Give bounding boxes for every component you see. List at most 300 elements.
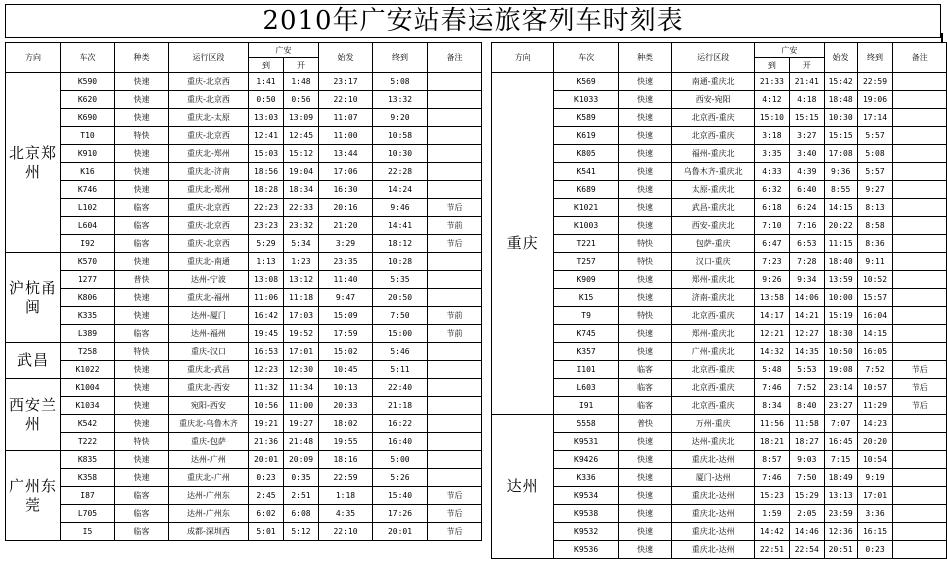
depart-cell: 6:40 bbox=[789, 181, 824, 199]
arrive-cell: 10:56 bbox=[249, 397, 284, 415]
arrive-cell: 8:34 bbox=[754, 397, 789, 415]
train-cell: T257 bbox=[554, 253, 618, 271]
terminal-arr-cell: 5:11 bbox=[373, 361, 428, 379]
depart-cell: 3:27 bbox=[789, 127, 824, 145]
arrive-cell: 6:47 bbox=[754, 235, 789, 253]
type-cell: 快速 bbox=[115, 307, 169, 325]
note-cell bbox=[428, 343, 482, 361]
note-cell: 节后 bbox=[428, 199, 482, 217]
terminal-arr-cell: 3:36 bbox=[857, 505, 893, 523]
train-cell: 1277 bbox=[61, 271, 115, 289]
note-cell bbox=[893, 469, 947, 487]
note-cell bbox=[893, 289, 947, 307]
arrive-cell: 2:45 bbox=[249, 487, 284, 505]
table-row bbox=[6, 217, 482, 235]
table-row bbox=[492, 307, 947, 325]
train-cell: 5558 bbox=[554, 415, 618, 433]
origin-dep-cell: 18:49 bbox=[824, 469, 857, 487]
header-depart: 开 bbox=[284, 58, 319, 73]
arrive-cell: 14:42 bbox=[754, 523, 789, 541]
note-cell bbox=[893, 343, 947, 361]
arrive-cell: 7:46 bbox=[754, 469, 789, 487]
depart-cell: 12:30 bbox=[284, 361, 319, 379]
note-cell bbox=[428, 109, 482, 127]
route-cell: 达州-广州 bbox=[169, 451, 249, 469]
terminal-arr-cell: 16:04 bbox=[857, 307, 893, 325]
route-cell: 成都-深圳西 bbox=[169, 523, 249, 541]
train-cell: K1003 bbox=[554, 217, 618, 235]
arrive-cell: 6:02 bbox=[249, 505, 284, 523]
train-cell: K835 bbox=[61, 451, 115, 469]
terminal-arr-cell: 5:57 bbox=[857, 127, 893, 145]
depart-cell: 11:58 bbox=[789, 415, 824, 433]
depart-cell: 6:08 bbox=[284, 505, 319, 523]
table-row bbox=[492, 271, 947, 289]
origin-dep-cell: 11:07 bbox=[319, 109, 373, 127]
arrive-cell: 1:13 bbox=[249, 253, 284, 271]
depart-cell: 6:53 bbox=[789, 235, 824, 253]
table-row bbox=[6, 253, 482, 271]
type-cell: 快速 bbox=[618, 343, 671, 361]
note-cell: 节后 bbox=[428, 505, 482, 523]
type-cell: 临客 bbox=[115, 325, 169, 343]
note-cell bbox=[428, 451, 482, 469]
origin-dep-cell: 8:55 bbox=[824, 181, 857, 199]
header-station: 广安 bbox=[754, 43, 824, 58]
type-cell: 快速 bbox=[115, 91, 169, 109]
type-cell: 临客 bbox=[618, 397, 671, 415]
route-cell: 重庆北-广州 bbox=[169, 469, 249, 487]
type-cell: 快速 bbox=[618, 109, 671, 127]
type-cell: 临客 bbox=[115, 505, 169, 523]
origin-dep-cell: 10:30 bbox=[824, 109, 857, 127]
train-cell: K1022 bbox=[61, 361, 115, 379]
terminal-arr-cell: 11:29 bbox=[857, 397, 893, 415]
train-cell: L102 bbox=[61, 199, 115, 217]
arrive-cell: 22:23 bbox=[249, 199, 284, 217]
origin-dep-cell: 23:14 bbox=[824, 379, 857, 397]
terminal-arr-cell: 18:12 bbox=[373, 235, 428, 253]
timetable-left bbox=[5, 42, 482, 541]
depart-cell: 18:27 bbox=[789, 433, 824, 451]
origin-dep-cell: 19:55 bbox=[319, 433, 373, 451]
note-cell bbox=[428, 469, 482, 487]
terminal-arr-cell: 7:50 bbox=[373, 307, 428, 325]
arrive-cell: 22:51 bbox=[754, 541, 789, 559]
route-cell: 重庆北-南通 bbox=[169, 253, 249, 271]
arrive-cell: 5:01 bbox=[249, 523, 284, 541]
terminal-arr-cell: 17:01 bbox=[857, 487, 893, 505]
origin-dep-cell: 13:44 bbox=[319, 145, 373, 163]
type-cell: 快速 bbox=[618, 487, 671, 505]
table-row bbox=[6, 433, 482, 451]
terminal-arr-cell: 5:08 bbox=[373, 73, 428, 91]
origin-dep-cell: 23:35 bbox=[319, 253, 373, 271]
arrive-cell: 12:23 bbox=[249, 361, 284, 379]
timetable-left-body bbox=[6, 73, 482, 541]
depart-cell: 7:28 bbox=[789, 253, 824, 271]
arrive-cell: 12:41 bbox=[249, 127, 284, 145]
train-cell: I101 bbox=[554, 361, 618, 379]
depart-cell: 14:35 bbox=[789, 343, 824, 361]
arrive-cell: 6:18 bbox=[754, 199, 789, 217]
table-row bbox=[6, 343, 482, 361]
depart-cell: 12:27 bbox=[789, 325, 824, 343]
train-cell: K806 bbox=[61, 289, 115, 307]
terminal-arr-cell: 5:00 bbox=[373, 451, 428, 469]
depart-cell: 0:56 bbox=[284, 91, 319, 109]
note-cell bbox=[893, 307, 947, 325]
depart-cell: 23:32 bbox=[284, 217, 319, 235]
table-row bbox=[492, 199, 947, 217]
depart-cell: 15:12 bbox=[284, 145, 319, 163]
terminal-arr-cell: 10:58 bbox=[373, 127, 428, 145]
origin-dep-cell: 13:13 bbox=[824, 487, 857, 505]
route-cell: 重庆北-武昌 bbox=[169, 361, 249, 379]
type-cell: 快速 bbox=[618, 505, 671, 523]
table-row bbox=[492, 487, 947, 505]
origin-dep-cell: 20:16 bbox=[319, 199, 373, 217]
table-row bbox=[492, 163, 947, 181]
note-cell bbox=[428, 433, 482, 451]
note-cell bbox=[428, 271, 482, 289]
table-row bbox=[6, 379, 482, 397]
origin-dep-cell: 10:50 bbox=[824, 343, 857, 361]
depart-cell: 11:00 bbox=[284, 397, 319, 415]
table-row bbox=[492, 145, 947, 163]
route-cell: 北京西-重庆 bbox=[672, 109, 755, 127]
route-cell: 南通-重庆北 bbox=[672, 73, 755, 91]
type-cell: 临客 bbox=[115, 487, 169, 505]
route-cell: 乌鲁木齐-重庆北 bbox=[672, 163, 755, 181]
note-cell bbox=[428, 415, 482, 433]
type-cell: 普快 bbox=[115, 271, 169, 289]
depart-cell: 19:27 bbox=[284, 415, 319, 433]
note-cell: 节后 bbox=[893, 379, 947, 397]
table-row bbox=[6, 199, 482, 217]
arrive-cell: 5:29 bbox=[249, 235, 284, 253]
note-cell: 节后 bbox=[893, 397, 947, 415]
table-row bbox=[492, 415, 947, 433]
terminal-arr-cell: 16:22 bbox=[373, 415, 428, 433]
origin-dep-cell: 23:59 bbox=[824, 505, 857, 523]
type-cell: 特快 bbox=[618, 253, 671, 271]
terminal-arr-cell: 20:50 bbox=[373, 289, 428, 307]
origin-dep-cell: 17:06 bbox=[319, 163, 373, 181]
note-cell bbox=[893, 127, 947, 145]
arrive-cell: 7:23 bbox=[754, 253, 789, 271]
train-cell: K9531 bbox=[554, 433, 618, 451]
arrive-cell: 8:57 bbox=[754, 451, 789, 469]
direction-cell: 重庆 bbox=[492, 73, 554, 415]
table-row bbox=[492, 217, 947, 235]
table-row bbox=[6, 181, 482, 199]
table-row bbox=[492, 181, 947, 199]
depart-cell: 11:34 bbox=[284, 379, 319, 397]
type-cell: 快速 bbox=[618, 433, 671, 451]
train-cell: K9426 bbox=[554, 451, 618, 469]
depart-cell: 6:24 bbox=[789, 199, 824, 217]
route-cell: 北京西-重庆 bbox=[672, 361, 755, 379]
depart-cell: 1:23 bbox=[284, 253, 319, 271]
origin-dep-cell: 16:30 bbox=[319, 181, 373, 199]
arrive-cell: 6:32 bbox=[754, 181, 789, 199]
terminal-arr-cell: 16:05 bbox=[857, 343, 893, 361]
type-cell: 临客 bbox=[618, 361, 671, 379]
origin-dep-cell: 10:00 bbox=[824, 289, 857, 307]
table-row bbox=[492, 73, 947, 91]
arrive-cell: 4:12 bbox=[754, 91, 789, 109]
origin-dep-cell: 23:17 bbox=[319, 73, 373, 91]
header-note: 备注 bbox=[893, 43, 947, 73]
arrive-cell: 7:46 bbox=[754, 379, 789, 397]
arrive-cell: 7:10 bbox=[754, 217, 789, 235]
table-row bbox=[492, 361, 947, 379]
train-cell: L604 bbox=[61, 217, 115, 235]
route-cell: 达州-广州东 bbox=[169, 487, 249, 505]
arrive-cell: 15:23 bbox=[754, 487, 789, 505]
type-cell: 快速 bbox=[618, 163, 671, 181]
train-cell: K335 bbox=[61, 307, 115, 325]
train-cell: K805 bbox=[554, 145, 618, 163]
train-cell: K619 bbox=[554, 127, 618, 145]
terminal-arr-cell: 5:26 bbox=[373, 469, 428, 487]
train-cell: K589 bbox=[554, 109, 618, 127]
note-cell bbox=[893, 271, 947, 289]
depart-cell: 9:34 bbox=[789, 271, 824, 289]
arrive-cell: 18:56 bbox=[249, 163, 284, 181]
terminal-arr-cell: 5:57 bbox=[857, 163, 893, 181]
terminal-arr-cell: 10:57 bbox=[857, 379, 893, 397]
note-cell bbox=[428, 127, 482, 145]
direction-cell: 西安兰州 bbox=[6, 379, 61, 451]
table-row bbox=[6, 505, 482, 523]
origin-dep-cell: 22:10 bbox=[319, 523, 373, 541]
terminal-arr-cell: 20:20 bbox=[857, 433, 893, 451]
route-cell: 重庆北-达州 bbox=[672, 451, 755, 469]
train-cell: K1004 bbox=[61, 379, 115, 397]
terminal-arr-cell: 15:57 bbox=[857, 289, 893, 307]
origin-dep-cell: 3:29 bbox=[319, 235, 373, 253]
depart-cell: 3:40 bbox=[789, 145, 824, 163]
route-cell: 武昌-重庆北 bbox=[672, 199, 755, 217]
train-cell: K689 bbox=[554, 181, 618, 199]
depart-cell: 5:12 bbox=[284, 523, 319, 541]
terminal-arr-cell: 14:15 bbox=[857, 325, 893, 343]
terminal-arr-cell: 5:35 bbox=[373, 271, 428, 289]
origin-dep-cell: 4:35 bbox=[319, 505, 373, 523]
origin-dep-cell: 22:59 bbox=[319, 469, 373, 487]
type-cell: 临客 bbox=[115, 235, 169, 253]
arrive-cell: 16:42 bbox=[249, 307, 284, 325]
train-cell: K1021 bbox=[554, 199, 618, 217]
table-row bbox=[492, 91, 947, 109]
table-row bbox=[492, 433, 947, 451]
train-cell: K542 bbox=[61, 415, 115, 433]
terminal-arr-cell: 16:15 bbox=[857, 523, 893, 541]
note-cell: 节后 bbox=[428, 235, 482, 253]
train-cell: I87 bbox=[61, 487, 115, 505]
origin-dep-cell: 18:48 bbox=[824, 91, 857, 109]
depart-cell: 2:05 bbox=[789, 505, 824, 523]
train-cell: K1033 bbox=[554, 91, 618, 109]
origin-dep-cell: 15:02 bbox=[319, 343, 373, 361]
arrive-cell: 11:56 bbox=[754, 415, 789, 433]
origin-dep-cell: 17:08 bbox=[824, 145, 857, 163]
depart-cell: 20:09 bbox=[284, 451, 319, 469]
table-row bbox=[6, 91, 482, 109]
note-cell: 节前 bbox=[428, 217, 482, 235]
type-cell: 快速 bbox=[618, 181, 671, 199]
type-cell: 临客 bbox=[115, 217, 169, 235]
table-row bbox=[492, 469, 947, 487]
direction-cell: 沪杭甬闽 bbox=[6, 253, 61, 343]
depart-cell: 11:18 bbox=[284, 289, 319, 307]
route-cell: 汉口-重庆 bbox=[672, 253, 755, 271]
route-cell: 北京西-重庆 bbox=[672, 379, 755, 397]
type-cell: 快速 bbox=[115, 253, 169, 271]
depart-cell: 21:41 bbox=[789, 73, 824, 91]
table-row bbox=[6, 145, 482, 163]
route-cell: 重庆-北京西 bbox=[169, 91, 249, 109]
train-cell: K358 bbox=[61, 469, 115, 487]
arrive-cell: 13:58 bbox=[754, 289, 789, 307]
note-cell bbox=[893, 217, 947, 235]
type-cell: 快速 bbox=[115, 451, 169, 469]
route-cell: 广州-重庆北 bbox=[672, 343, 755, 361]
terminal-arr-cell: 17:26 bbox=[373, 505, 428, 523]
type-cell: 快速 bbox=[618, 271, 671, 289]
type-cell: 临客 bbox=[618, 379, 671, 397]
table-row bbox=[492, 235, 947, 253]
arrive-cell: 3:35 bbox=[754, 145, 789, 163]
type-cell: 快速 bbox=[618, 199, 671, 217]
depart-cell: 14:46 bbox=[789, 523, 824, 541]
route-cell: 重庆-包萨 bbox=[169, 433, 249, 451]
route-cell: 重庆北-福州 bbox=[169, 289, 249, 307]
route-cell: 达州-厦门 bbox=[169, 307, 249, 325]
type-cell: 快速 bbox=[115, 397, 169, 415]
train-cell: K9538 bbox=[554, 505, 618, 523]
table-row bbox=[6, 415, 482, 433]
type-cell: 快速 bbox=[618, 91, 671, 109]
type-cell: 临客 bbox=[115, 199, 169, 217]
type-cell: 快速 bbox=[115, 379, 169, 397]
type-cell: 快速 bbox=[115, 163, 169, 181]
origin-dep-cell: 20:33 bbox=[319, 397, 373, 415]
header-direction: 方向 bbox=[492, 43, 554, 73]
arrive-cell: 14:17 bbox=[754, 307, 789, 325]
train-cell: K16 bbox=[61, 163, 115, 181]
depart-cell: 19:52 bbox=[284, 325, 319, 343]
arrive-cell: 14:32 bbox=[754, 343, 789, 361]
train-cell: K910 bbox=[61, 145, 115, 163]
type-cell: 快速 bbox=[115, 145, 169, 163]
origin-dep-cell: 18:02 bbox=[319, 415, 373, 433]
train-cell: L389 bbox=[61, 325, 115, 343]
depart-cell: 22:33 bbox=[284, 199, 319, 217]
note-cell: 节前 bbox=[428, 325, 482, 343]
origin-dep-cell: 7:15 bbox=[824, 451, 857, 469]
arrive-cell: 4:33 bbox=[754, 163, 789, 181]
terminal-arr-cell: 14:23 bbox=[857, 415, 893, 433]
type-cell: 快速 bbox=[618, 325, 671, 343]
type-cell: 快速 bbox=[618, 469, 671, 487]
route-cell: 厦门-达州 bbox=[672, 469, 755, 487]
origin-dep-cell: 23:27 bbox=[824, 397, 857, 415]
train-cell: T222 bbox=[61, 433, 115, 451]
note-cell bbox=[428, 163, 482, 181]
route-cell: 北京西-重庆 bbox=[672, 307, 755, 325]
route-cell: 重庆-汉口 bbox=[169, 343, 249, 361]
note-cell bbox=[893, 487, 947, 505]
table-row bbox=[6, 469, 482, 487]
arrive-cell: 21:33 bbox=[754, 73, 789, 91]
note-cell bbox=[893, 73, 947, 91]
header-origin-dep: 始发 bbox=[319, 43, 373, 73]
note-cell bbox=[893, 541, 947, 559]
note-cell bbox=[428, 361, 482, 379]
train-cell: K336 bbox=[554, 469, 618, 487]
depart-cell: 7:16 bbox=[789, 217, 824, 235]
type-cell: 快速 bbox=[115, 289, 169, 307]
arrive-cell: 21:36 bbox=[249, 433, 284, 451]
origin-dep-cell: 1:18 bbox=[319, 487, 373, 505]
direction-cell: 达州 bbox=[492, 415, 554, 559]
type-cell: 快速 bbox=[618, 451, 671, 469]
depart-cell: 12:45 bbox=[284, 127, 319, 145]
route-cell: 郑州-重庆北 bbox=[672, 271, 755, 289]
route-cell: 达州-宁波 bbox=[169, 271, 249, 289]
type-cell: 快速 bbox=[618, 523, 671, 541]
table-row bbox=[6, 235, 482, 253]
route-cell: 太原-重庆北 bbox=[672, 181, 755, 199]
route-cell: 西安-重庆北 bbox=[672, 217, 755, 235]
table-row bbox=[6, 127, 482, 145]
train-cell: K15 bbox=[554, 289, 618, 307]
terminal-arr-cell: 10:52 bbox=[857, 271, 893, 289]
type-cell: 快速 bbox=[115, 469, 169, 487]
arrive-cell: 13:03 bbox=[249, 109, 284, 127]
terminal-arr-cell: 10:28 bbox=[373, 253, 428, 271]
terminal-arr-cell: 10:54 bbox=[857, 451, 893, 469]
depart-cell: 5:34 bbox=[284, 235, 319, 253]
origin-dep-cell: 18:16 bbox=[319, 451, 373, 469]
train-cell: K909 bbox=[554, 271, 618, 289]
terminal-arr-cell: 19:06 bbox=[857, 91, 893, 109]
origin-dep-cell: 13:59 bbox=[824, 271, 857, 289]
depart-cell: 22:54 bbox=[789, 541, 824, 559]
route-cell: 重庆北-达州 bbox=[672, 541, 755, 559]
train-cell: K9536 bbox=[554, 541, 618, 559]
depart-cell: 13:12 bbox=[284, 271, 319, 289]
arrive-cell: 13:08 bbox=[249, 271, 284, 289]
type-cell: 特快 bbox=[115, 433, 169, 451]
type-cell: 快速 bbox=[115, 109, 169, 127]
header-arrive: 到 bbox=[754, 58, 789, 73]
route-cell: 达州-广州东 bbox=[169, 505, 249, 523]
note-cell bbox=[893, 253, 947, 271]
route-cell: 万州-重庆 bbox=[672, 415, 755, 433]
header-note: 备注 bbox=[428, 43, 482, 73]
table-row bbox=[6, 451, 482, 469]
terminal-arr-cell: 22:59 bbox=[857, 73, 893, 91]
note-cell bbox=[428, 145, 482, 163]
header-train: 车次 bbox=[554, 43, 618, 73]
depart-cell: 0:35 bbox=[284, 469, 319, 487]
terminal-arr-cell: 10:30 bbox=[373, 145, 428, 163]
terminal-arr-cell: 21:18 bbox=[373, 397, 428, 415]
